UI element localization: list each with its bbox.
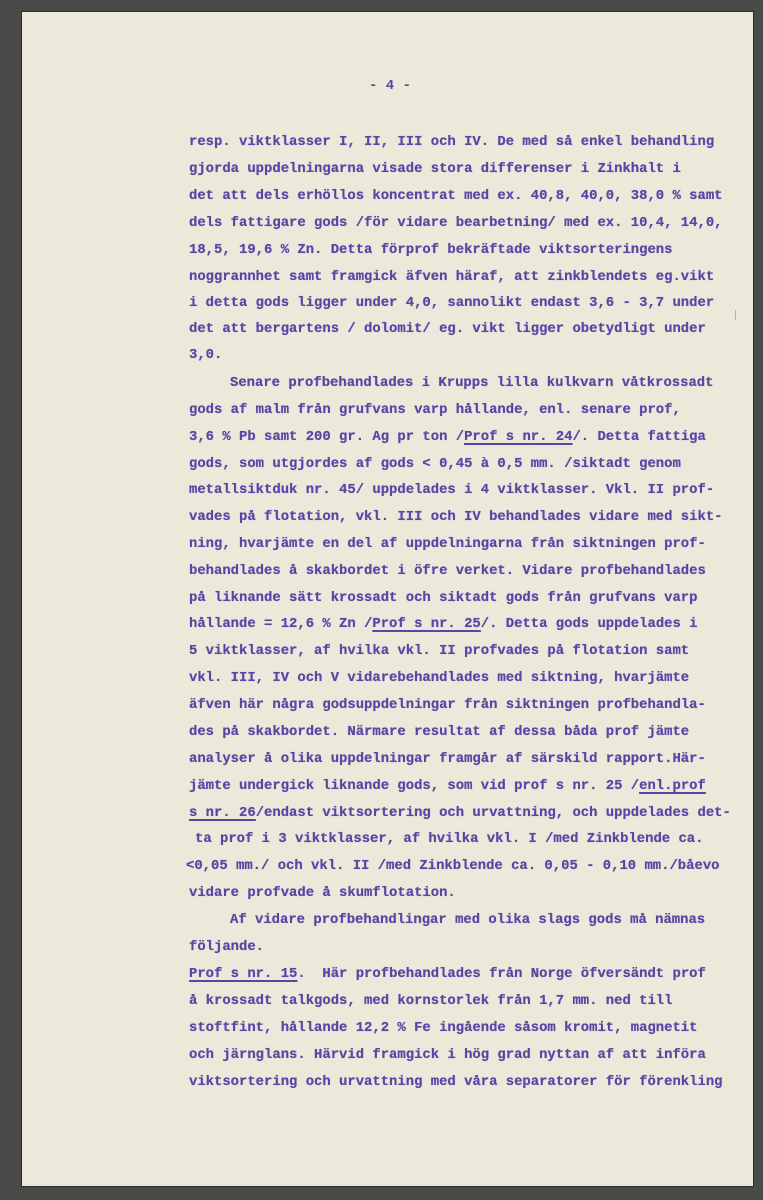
underlined-reference: Prof s nr. 25 [372, 616, 481, 632]
text-line [189, 805, 731, 821]
text-line [189, 697, 706, 713]
text-segment: noggrannhet samt framgick äfven häraf, att zinkblendets eg.vikt [189, 269, 715, 285]
text-segment: jämte undergick liknande gods, som vid prof s nr. 25 / [189, 778, 640, 794]
text-segment: /endast viktsortering och urvattning, och uppdelades det- [255, 805, 731, 821]
text-line [189, 670, 689, 686]
text-segment: resp. viktklasser I, II, III och IV. De med så enkel behandling [189, 134, 715, 150]
text-segment: å krossadt talkgods, med kornstorlek från 1,7 mm. ned till [189, 993, 673, 1009]
underlined-reference: Prof s nr. 24 [464, 429, 573, 445]
text-line [189, 751, 706, 767]
text-line [189, 993, 672, 1009]
text-segment: vidare profvade å skumflotation. [189, 885, 456, 901]
text-line [189, 456, 681, 472]
text-line [195, 831, 703, 847]
text-segment: ta prof i 3 viktklasser, af hvilka vkl. I /med Zinkblende ca. [195, 831, 704, 847]
text-segment: metallsiktduk nr. 45/ uppdelades i 4 viktklasser. Vkl. II prof- [189, 482, 715, 498]
text-segment: i detta gods ligger under 4,0, sannolikt endast 3,6 - 3,7 under [189, 295, 715, 311]
text-line [189, 161, 681, 177]
text-line [189, 482, 714, 498]
text-segment: äfven här några godsuppdelningar från siktningen profbehandla- [189, 697, 706, 713]
text-line [189, 269, 714, 285]
text-segment: gods, som utgjordes af gods < 0,45 à 0,5 mm. /siktadt genom [189, 456, 681, 472]
text-line [189, 402, 681, 418]
text-segment: <0,05 mm./ och vkl. II /med Zinkblende ca. 0,05 - 0,10 mm./båevo [186, 858, 720, 874]
text-segment: hållande = 12,6 % Zn / [189, 616, 373, 632]
text-line [189, 321, 706, 337]
text-line [189, 509, 723, 525]
text-segment: följande. [189, 939, 265, 955]
text-line [189, 215, 723, 231]
text-line [189, 536, 706, 552]
text-line [189, 590, 697, 606]
text-line [189, 242, 672, 258]
text-segment: behandlades å skakbordet i öfre verket. Vidare profbehandlades [189, 563, 706, 579]
text-segment: 5 viktklasser, af hvilka vkl. II profvades på flotation samt [189, 643, 690, 659]
margin-mark [735, 310, 736, 320]
text-line [189, 939, 264, 955]
text-line [189, 1074, 723, 1090]
text-segment: vades på flotation, vkl. III och IV behandlades vidare med sikt- [189, 509, 723, 525]
text-segment: vkl. III, IV och V vidarebehandlades med siktning, hvarjämte [189, 670, 690, 686]
text-line [189, 885, 456, 901]
text-segment: ning, hvarjämte en del af uppdelningarna från siktningen prof- [189, 536, 706, 552]
text-line [189, 616, 698, 632]
text-line [189, 134, 714, 150]
text-line [230, 375, 713, 391]
text-line [189, 1020, 697, 1036]
text-segment: 3,6 % Pb samt 200 gr. Ag pr ton / [189, 429, 465, 445]
underlined-reference: s nr. 26 [189, 805, 256, 821]
text-line [189, 1047, 706, 1063]
text-segment: . Här profbehandlades från Norge öfversändt prof [297, 966, 706, 982]
text-line [189, 429, 706, 445]
text-segment: Af vidare profbehandlingar med olika slags gods må nämnas [230, 912, 706, 928]
text-line [189, 966, 706, 982]
text-line [189, 643, 689, 659]
page-number: - 4 - [369, 78, 412, 94]
text-segment: Senare profbehandlades i Krupps lilla kulkvarn våtkrossadt [230, 375, 714, 391]
text-segment: dels fattigare gods /för vidare bearbetning/ med ex. 10,4, 14,0, [189, 215, 723, 231]
text-segment: 3,0. [189, 347, 223, 363]
text-segment: gods af malm från grufvans varp hållande, enl. senare prof, [189, 402, 681, 418]
underlined-reference: Prof s nr. 15 [189, 966, 298, 982]
text-segment: gjorda uppdelningarna visade stora differenser i Zinkhalt i [189, 161, 681, 177]
text-segment: /. Detta gods uppdelades i [480, 616, 698, 632]
text-segment: på liknande sätt krossadt och siktadt gods från grufvans varp [189, 590, 698, 606]
text-segment: det att bergartens / dolomit/ eg. vikt ligger obetydligt under [189, 321, 706, 337]
text-line [189, 188, 723, 204]
text-segment: viktsortering och urvattning med våra separatorer för förenkling [189, 1074, 723, 1090]
text-line [189, 295, 714, 311]
text-segment: /. Detta fattiga [572, 429, 706, 445]
text-line [189, 347, 222, 363]
text-line [189, 724, 689, 740]
text-line [186, 858, 720, 874]
text-line [189, 563, 706, 579]
text-line [230, 912, 705, 928]
text-line [189, 778, 706, 794]
text-segment: analyser å olika uppdelningar framgår af särskild rapport.Här- [189, 751, 706, 767]
text-segment: des på skakbordet. Närmare resultat af dessa båda prof jämte [189, 724, 690, 740]
text-segment: stoftfint, hållande 12,2 % Fe ingående såsom kromit, magnetit [189, 1020, 698, 1036]
underlined-reference: enl.prof [639, 778, 706, 794]
text-segment: och järnglans. Härvid framgick i hög grad nyttan af att införa [189, 1047, 706, 1063]
text-segment: det att dels erhöllos koncentrat med ex. 40,8, 40,0, 38,0 % samt [189, 188, 723, 204]
text-segment: 18,5, 19,6 % Zn. Detta förprof bekräftade viktsorteringens [189, 242, 673, 258]
